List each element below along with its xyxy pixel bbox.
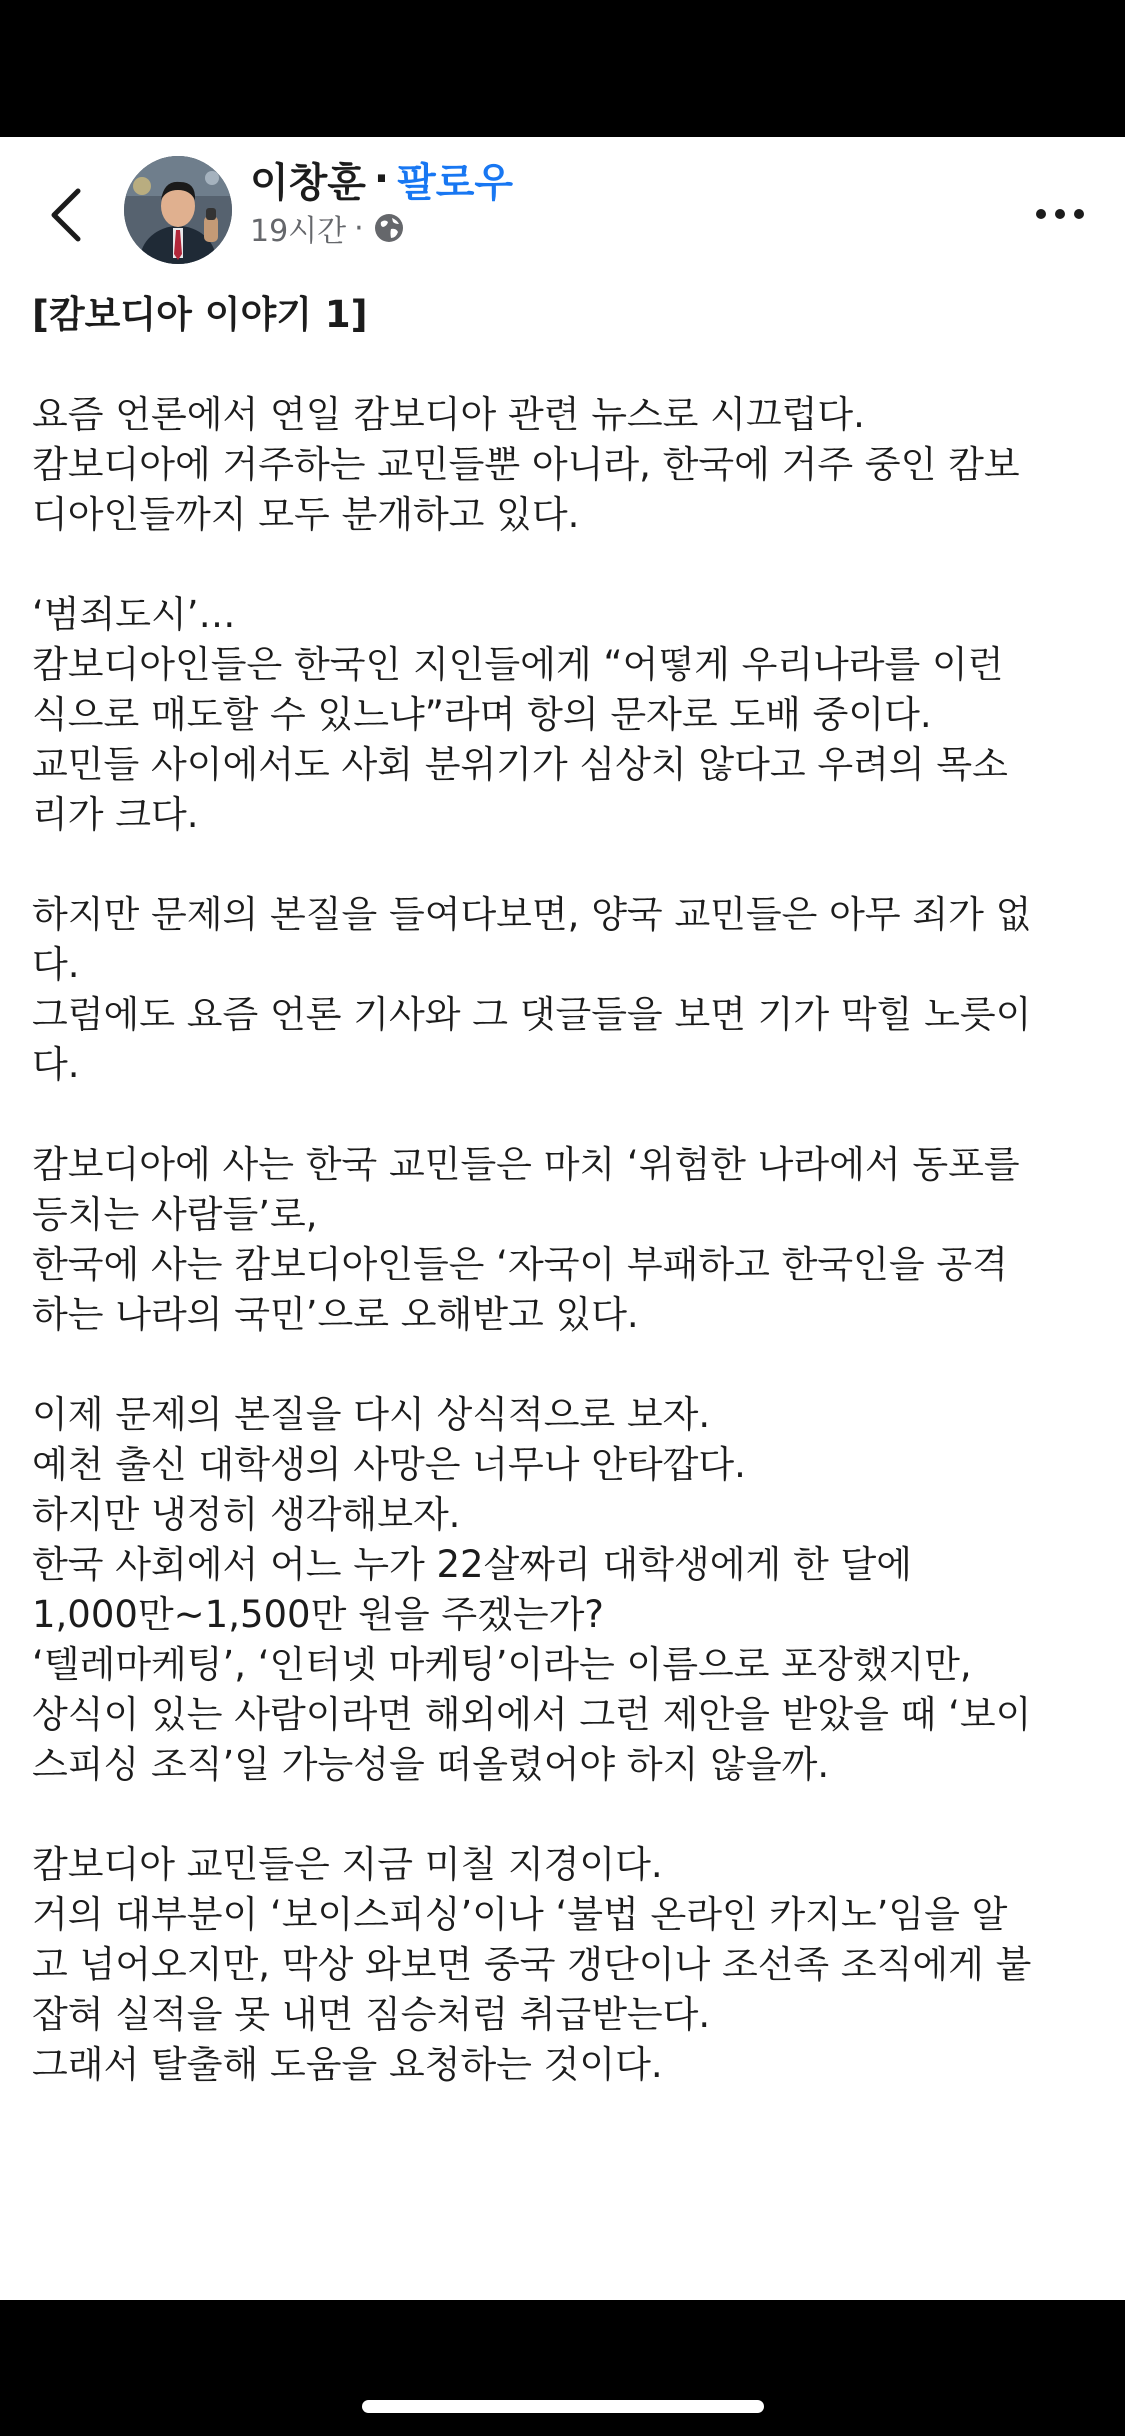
text-line: ‘범죄도시’… (32, 593, 236, 636)
text-line: 그럼에도 요즘 언론 기사와 그 댓글들을 보면 기가 막힐 노릇이 (32, 993, 1032, 1036)
post-body (32, 290, 1097, 2090)
paragraph (32, 1840, 1097, 2090)
follow-button[interactable]: 팔로우 (397, 159, 514, 206)
text-line: 상식이 있는 사람이라면 해외에서 그런 제안을 받았을 때 ‘보이 (32, 1693, 1032, 1736)
text-line: 잡혀 실적을 못 내면 짐승처럼 취급받는다. (32, 1993, 711, 2036)
text-line: 캄보디아인들은 한국인 지인들에게 “어떻게 우리나라를 이런 (32, 643, 1004, 686)
more-options-button[interactable] (1030, 189, 1090, 239)
avatar-photo (124, 156, 232, 264)
more-horizontal-icon (1035, 208, 1085, 220)
text-line: 캄보디아 교민들은 지금 미칠 지경이다. (32, 1843, 663, 1886)
text-line: 리가 크다. (32, 793, 199, 836)
name-separator: · (373, 156, 390, 202)
paragraph (32, 390, 1097, 540)
paragraph (32, 1140, 1097, 1340)
text-line: 다. (32, 943, 80, 986)
post-time[interactable]: 19시간 (250, 214, 347, 249)
paragraph (32, 890, 1097, 1090)
text-line: 한국 사회에서 어느 누가 22살짜리 대학생에게 한 달에 (32, 1543, 912, 1586)
status-bar (0, 0, 1125, 137)
post-meta (250, 207, 406, 249)
text-line: 다. (32, 1043, 80, 1086)
back-button[interactable] (36, 175, 96, 255)
text-line: 한국에 사는 캄보디아인들은 ‘자국이 부패하고 한국인을 공격 (32, 1243, 1008, 1286)
meta-separator: · (354, 210, 364, 246)
text-line: 이제 문제의 본질을 다시 상식적으로 보자. (32, 1393, 711, 1436)
globe-icon (372, 211, 406, 245)
chevron-left-icon (48, 187, 84, 243)
text-line: 캄보디아에 사는 한국 교민들은 마치 ‘위험한 나라에서 동포를 (32, 1143, 1020, 1186)
paragraph (32, 1390, 1097, 1790)
text-line: 캄보디아에 거주하는 교민들뿐 아니라, 한국에 거주 중인 캄보 (32, 443, 1020, 486)
avatar[interactable] (124, 156, 232, 264)
text-line: 하지만 문제의 본질을 들여다보면, 양국 교민들은 아무 죄가 없 (32, 893, 1032, 936)
author-row (250, 153, 513, 205)
paragraph (32, 590, 1097, 840)
text-line: 고 넘어오지만, 막상 와보면 중국 갱단이나 조선족 조직에게 붙 (32, 1943, 1032, 1986)
home-indicator[interactable] (362, 2400, 764, 2413)
text-line: 그래서 탈출해 도움을 요청하는 것이다. (32, 2043, 663, 2086)
author-name[interactable]: 이창훈 (250, 159, 366, 206)
text-line: 1,000만~1,500만 원을 주겠는가? (32, 1593, 604, 1636)
text-line: 식으로 매도할 수 있느냐”라며 항의 문자로 도배 중이다. (32, 693, 932, 736)
text-line: 교민들 사이에서도 사회 분위기가 심상치 않다고 우려의 목소 (32, 743, 1008, 786)
text-line: 하는 나라의 국민’으로 오해받고 있다. (32, 1293, 639, 1336)
text-line: 요즘 언론에서 연일 캄보디아 관련 뉴스로 시끄럽다. (32, 393, 865, 436)
text-line: 거의 대부분이 ‘보이스피싱’이나 ‘불법 온라인 카지노’임을 알 (32, 1893, 1008, 1936)
post-header (0, 137, 1125, 287)
text-line: 스피싱 조직’일 가능성을 떠올렸어야 하지 않을까. (32, 1743, 830, 1786)
home-bar-area (0, 2300, 1125, 2436)
text-line: 등치는 사람들’로, (32, 1193, 318, 1236)
text-line: 디아인들까지 모두 분개하고 있다. (32, 493, 580, 536)
post-title: [캄보디아 이야기 1] (32, 293, 368, 336)
text-line: 예천 출신 대학생의 사망은 너무나 안타깝다. (32, 1443, 746, 1486)
text-line: 하지만 냉정히 생각해보자. (32, 1493, 461, 1536)
text-line: ‘텔레마케팅’, ‘인터넷 마케팅’이라는 이름으로 포장했지만, (32, 1643, 972, 1686)
